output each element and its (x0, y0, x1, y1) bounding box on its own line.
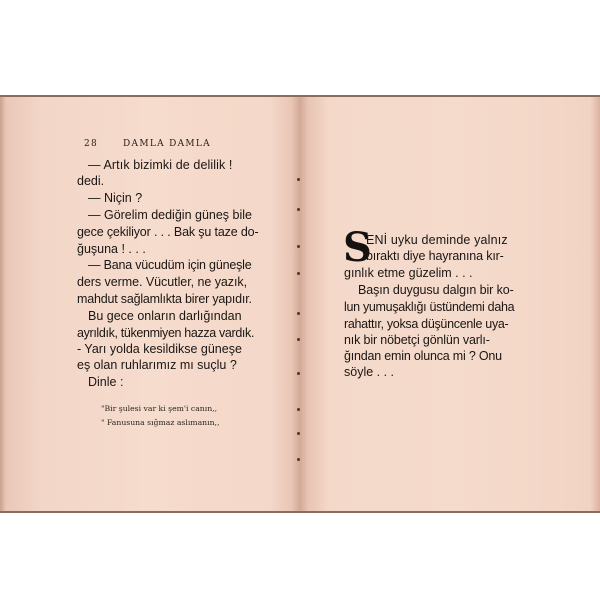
left-text-line: gece çekiliyor . . . Bak şu taze do- (77, 225, 259, 239)
verse-quote-line: "Bir şulesi var ki şem'i canın,, (101, 404, 218, 413)
binding-stitch-mark (297, 208, 300, 211)
left-text-line: eş olan ruhlarımız mı suçlu ? (77, 358, 237, 372)
drop-cap-letter: S (343, 224, 372, 271)
right-text-line: söyle . . . (344, 365, 395, 379)
binding-stitch-mark (297, 312, 300, 315)
binding-stitch-mark (297, 245, 300, 248)
left-text-line: - Yarı yolda kesildikse güneşe (77, 342, 242, 356)
right-text-line: bıraktı diye hayranına kır- (366, 249, 504, 263)
left-text-line: ayrıldık, tükenmiyen hazza vardık. (77, 326, 255, 340)
left-text-line: ders verme. Vücutler, ne yazık, (77, 275, 248, 289)
page-number: 28 (84, 139, 99, 149)
left-text-line: Bu gece onların darlığından (88, 309, 242, 323)
right-text-line: ğından emin olunca mi ? Onu (344, 349, 502, 363)
binding-stitch-mark (297, 338, 300, 341)
binding-stitch-mark (297, 458, 300, 461)
binding-stitch-mark (297, 408, 300, 411)
right-text-line: rahattır, yoksa düşüncenle uya- (344, 317, 509, 331)
right-text-line: ENİ uyku deminde yalnız (366, 233, 508, 247)
binding-stitch-mark (297, 178, 300, 181)
right-text-line: lun yumuşaklığı üstündemi daha (344, 300, 515, 314)
binding-stitch-mark (297, 432, 300, 435)
running-title: DAMLA DAMLA (123, 139, 211, 149)
right-text-line: Başın duygusu dalgın bir ko- (358, 283, 514, 297)
left-text-line: dedi. (77, 174, 105, 188)
right-text-line: gınlık etme güzelim . . . (344, 266, 473, 280)
left-text-line: — Bana vücudüm için güneşle (88, 258, 252, 272)
left-text-line: — Artık bizimki de delilik ! (88, 158, 233, 172)
left-text-line: mahdut sağlamlıkta birer yapıdır. (77, 292, 252, 306)
verse-quote-line: " Fanusuna sığmaz aslımanın,, (101, 418, 220, 427)
right-text-line: nık bir nöbetçi gönlün varlı- (344, 333, 490, 347)
binding-stitch-mark (297, 272, 300, 275)
left-text-line: ğuşuna ! . . . (77, 242, 146, 256)
left-text-line: — Görelim dediğin güneş bile (88, 208, 252, 222)
left-text-line: — Niçin ? (88, 191, 143, 205)
binding-stitch-mark (297, 372, 300, 375)
left-text-line: Dinle : (88, 375, 124, 389)
